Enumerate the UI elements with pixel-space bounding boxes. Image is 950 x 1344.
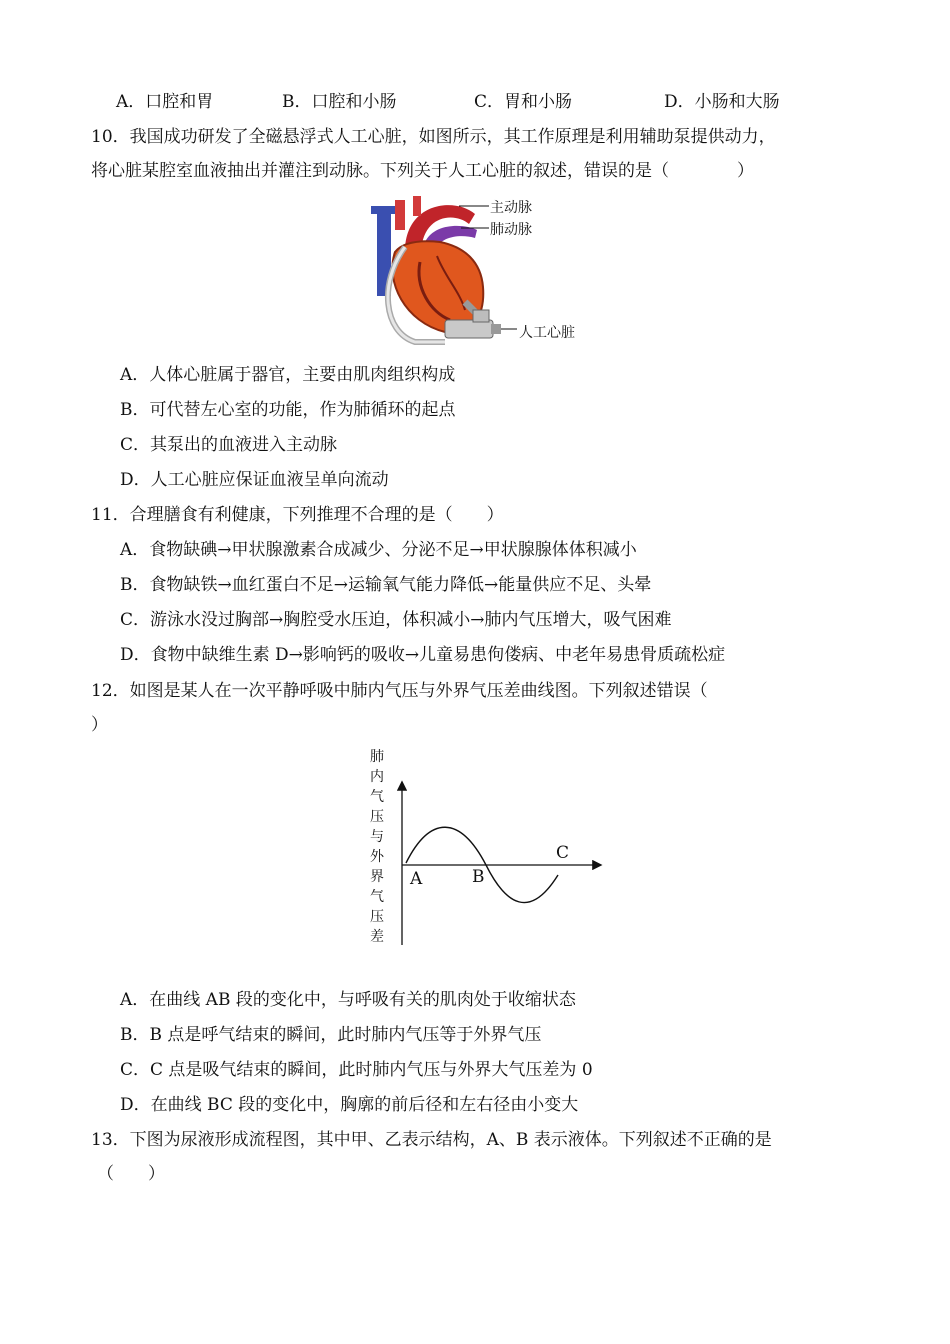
q10-option-a: A．人体心脏属于器官，主要由肌肉组织构成 xyxy=(120,365,456,385)
point-a-label: A xyxy=(410,869,423,889)
y-label-char: 气 xyxy=(370,789,384,805)
q11-option-d: D．食物中缺维生素 D→影响钙的吸收→儿童易患佝偻病、中老年易患骨质疏松症 xyxy=(120,645,726,665)
q9-option-a: A．口腔和胃 xyxy=(116,92,214,112)
y-label-char: 差 xyxy=(370,929,384,945)
q10-stem-line2: 将心脏某腔室血液抽出并灌注到动脉。下列关于人工心脏的叙述，错误的是（ ） xyxy=(91,161,754,181)
q9-option-d: D．小肠和大肠 xyxy=(664,92,780,112)
pump-shape xyxy=(445,320,493,338)
q10-option-c: C．其泵出的血液进入主动脉 xyxy=(120,435,338,455)
y-label-char: 压 xyxy=(370,809,384,825)
y-label-char: 与 xyxy=(370,829,384,845)
q9-option-c: C．胃和小肠 xyxy=(474,92,573,112)
q9-option-b: B．口腔和小肠 xyxy=(282,92,397,112)
heart-body-shape xyxy=(392,241,483,332)
y-label-char: 外 xyxy=(370,849,384,865)
q13-stem-line1: 13．下图为尿液形成流程图，其中甲、乙表示结构，A、B 表示液体。下列叙述不正确的是 xyxy=(91,1130,772,1150)
q12-option-b: B．B 点是呼气结束的瞬间，此时肺内气压等于外界气压 xyxy=(120,1025,542,1045)
y-label-char: 气 xyxy=(370,889,384,905)
artificial-heart-figure xyxy=(365,192,595,352)
q13-stem-line2: （ ） xyxy=(97,1164,165,1184)
q11-option-a: A．食物缺碘→甲状腺激素合成减少、分泌不足→甲状腺腺体体积减小 xyxy=(120,540,637,560)
q10-option-d: D．人工心脏应保证血液呈单向流动 xyxy=(120,470,389,490)
pressure-curve-figure xyxy=(360,745,610,955)
q10-option-b: B．可代替左心室的功能，作为肺循环的起点 xyxy=(120,400,456,420)
q12-stem-line2: ） xyxy=(91,715,108,735)
point-c-label: C xyxy=(556,843,570,863)
y-label-char: 压 xyxy=(370,909,384,925)
aorta-label: 主动脉 xyxy=(490,200,532,216)
artificial-heart-label: 人工心脏 xyxy=(519,325,575,341)
q12-option-a: A．在曲线 AB 段的变化中，与呼吸有关的肌肉处于收缩状态 xyxy=(120,990,576,1010)
y-label-char: 界 xyxy=(370,869,384,885)
pulmonary-artery-label: 肺动脉 xyxy=(490,222,532,238)
q11-stem: 11．合理膳食有利健康，下列推理不合理的是（ ） xyxy=(91,505,504,525)
q12-option-c: C．C 点是吸气结束的瞬间，此时肺内气压与外界大气压差为 0 xyxy=(120,1060,593,1080)
y-label-char: 肺 xyxy=(370,749,384,765)
q10-stem-line1: 10．我国成功研发了全磁悬浮式人工心脏，如图所示，其工作原理是利用辅助泵提供动力， xyxy=(91,127,776,147)
point-b-label: B xyxy=(472,867,485,887)
q11-option-b: B．食物缺铁→血红蛋白不足→运输氧气能力降低→能量供应不足、头晕 xyxy=(120,575,652,595)
y-label-char: 内 xyxy=(370,769,384,785)
q12-stem-line1: 12．如图是某人在一次平静呼吸中肺内气压与外界气压差曲线图。下列叙述错误（ xyxy=(91,681,708,701)
pressure-chart xyxy=(360,745,610,955)
q11-option-c: C．游泳水没过胸部→胸腔受水压迫，体积减小→肺内气压增大，吸气困难 xyxy=(120,610,672,630)
q12-option-d: D．在曲线 BC 段的变化中，胸廓的前后径和左右径由小变大 xyxy=(120,1095,579,1115)
q9-options xyxy=(0,90,950,116)
